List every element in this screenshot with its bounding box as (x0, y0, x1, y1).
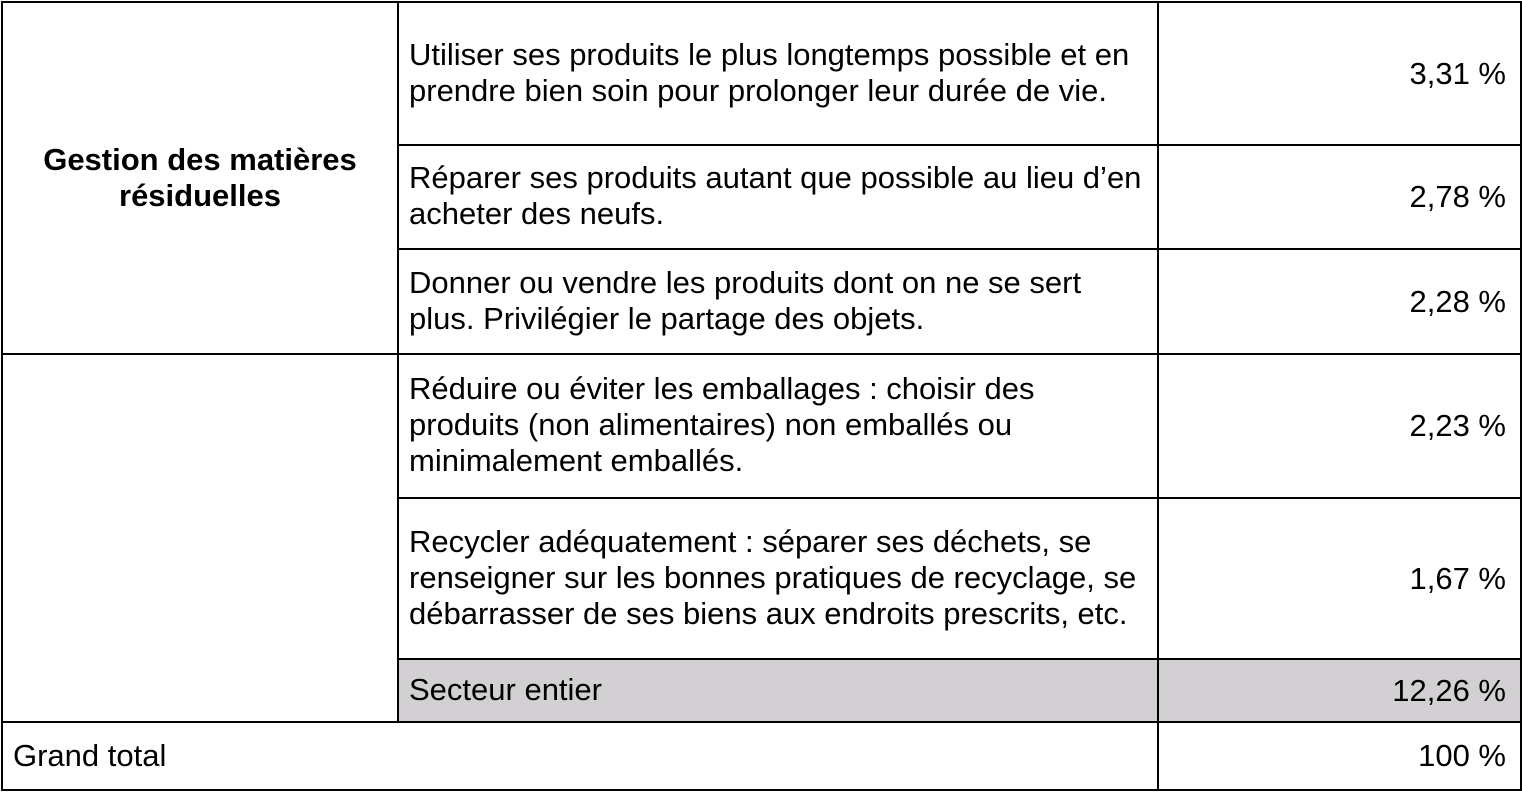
table-row (2, 354, 1521, 498)
grand-total-row (2, 722, 1521, 790)
measure-value: 2,23 % (1158, 354, 1521, 498)
measure-value: 3,31 % (1158, 2, 1521, 145)
grand-total-label: Grand total (2, 722, 1158, 790)
measure-label: Donner ou vendre les produits dont on ne se sert plus. Privilégier le partage des objets. (398, 249, 1158, 354)
category-cell: Gestion des matières résiduelles (2, 2, 398, 354)
measure-label: Recycler adéquatement : séparer ses déchets, se renseigner sur les bonnes pratiques de recyclage, se débarrasser de ses biens aux endroits prescrits, etc. (398, 498, 1158, 659)
measures-table (1, 1, 1522, 791)
measure-value: 2,78 % (1158, 145, 1521, 249)
measure-label: Réduire ou éviter les emballages : choisir des produits (non alimentaires) non emballés ou minimalement emballés. (398, 354, 1158, 498)
empty-category-cell (2, 354, 398, 722)
sector-total-label: Secteur entier (398, 659, 1158, 722)
table-row (2, 2, 1521, 145)
measure-value: 2,28 % (1158, 249, 1521, 354)
measure-label: Réparer ses produits autant que possible au lieu d’en acheter des neufs. (398, 145, 1158, 249)
sector-total-value: 12,26 % (1158, 659, 1521, 722)
grand-total-value: 100 % (1158, 722, 1521, 790)
measure-value: 1,67 % (1158, 498, 1521, 659)
measure-label: Utiliser ses produits le plus longtemps possible et en prendre bien soin pour prolonger leur durée de vie. (398, 2, 1158, 145)
